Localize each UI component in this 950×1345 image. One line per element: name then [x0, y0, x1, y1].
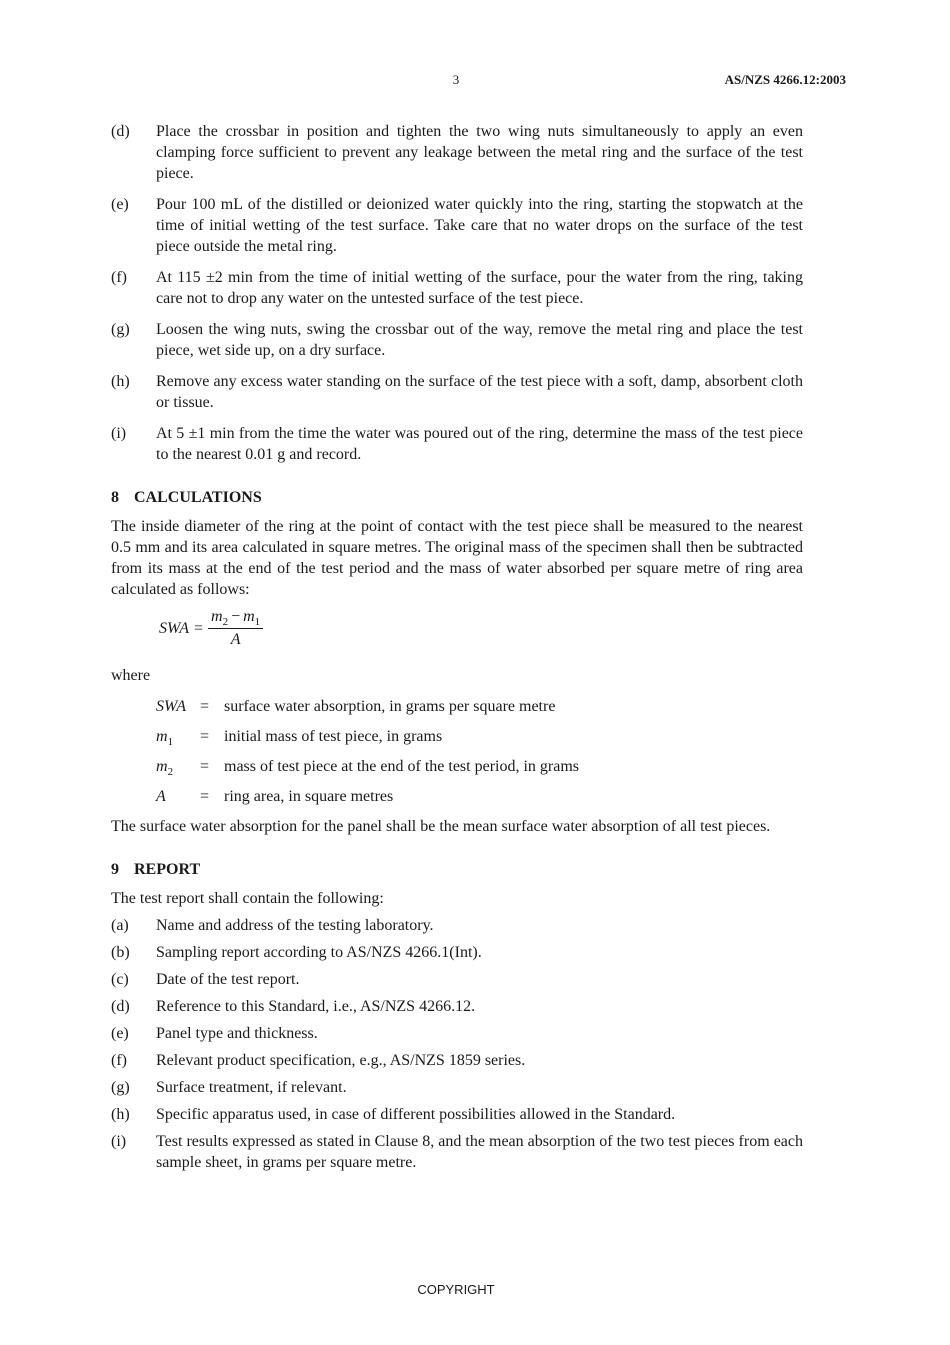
item-letter: (c)	[111, 971, 129, 988]
variable-definition	[156, 696, 803, 717]
variable-description: surface water absorption, in grams per square metre	[224, 698, 556, 715]
item-letter: (d)	[111, 998, 130, 1015]
numerator-mass: m	[211, 608, 223, 625]
report-item-h	[111, 1104, 803, 1125]
procedure-item-d	[111, 121, 803, 184]
symbol-subscript: 2	[167, 766, 174, 779]
report-intro: The test report shall contain the following:	[111, 890, 384, 907]
variable-definition	[156, 726, 803, 747]
document-code: AS/NZS 4266.12:2003	[724, 72, 846, 87]
calculations-intro: The inside diameter of the ring at the point of contact with the test piece shall be measured to the nearest 0.5 mm and its area calculated in square metres. The original mass of the specimen shall then be subtracted from its mass at the end of the test period and the mass of water absorbed per square metre of ring area calculated as follows:	[111, 518, 803, 598]
variable-description: ring area, in square metres	[224, 788, 394, 805]
where-label: where	[111, 667, 151, 684]
item-text: Place the crossbar in position and tighten the two wing nuts simultaneously to apply an even clamping force sufficient to prevent any leakage between the metal ring and the surface of the test piece.	[156, 123, 803, 182]
formula-numerator	[208, 608, 263, 629]
variable-definition	[156, 756, 803, 777]
item-text: Surface treatment, if relevant.	[156, 1079, 347, 1096]
calculations-heading	[111, 487, 803, 508]
report-item-d	[111, 996, 803, 1017]
item-letter: (g)	[111, 1079, 130, 1096]
variable-equals: =	[200, 758, 210, 775]
variable-description: initial mass of test piece, in grams	[224, 728, 443, 745]
report-item-g	[111, 1077, 803, 1098]
symbol-text: m	[156, 758, 168, 775]
item-text: Test results expressed as stated in Clause 8, and the mean absorption of the two test pieces from each sample sheet, in grams per square metre.	[156, 1133, 803, 1171]
formula-equals: =	[193, 620, 204, 637]
formula-lhs: SWA	[159, 620, 189, 637]
numerator-mass-subscript: 2	[222, 616, 229, 629]
numerator-mass: m	[243, 608, 255, 625]
report-item-i	[111, 1131, 803, 1173]
item-text: Pour 100 mL of the distilled or deionized water quickly into the ring, starting the stopwatch at the time of initial wetting of the test surface. Take care that no water drops on the surface of the test piece outside the metal ring.	[156, 196, 803, 255]
calculations-conclusion: The surface water absorption for the panel shall be the mean surface water absorption of all test pieces.	[111, 818, 771, 835]
item-letter: (g)	[111, 321, 130, 338]
section-title: REPORT	[134, 861, 201, 878]
variable-symbol	[156, 756, 200, 777]
item-text: Specific apparatus used, in case of different possibilities allowed in the Standard.	[156, 1106, 676, 1123]
item-letter: (f)	[111, 269, 127, 286]
item-letter: (i)	[111, 425, 127, 442]
section-number: 8	[111, 489, 119, 506]
swa-formula	[159, 608, 803, 649]
symbol-subscript: 1	[167, 736, 174, 749]
item-text: Date of the test report.	[156, 971, 300, 988]
procedure-item-h	[111, 371, 803, 413]
item-letter: (i)	[111, 1133, 127, 1150]
report-item-a	[111, 915, 803, 936]
item-letter: (h)	[111, 373, 130, 390]
formula-fraction	[208, 608, 263, 649]
item-text: Sampling report according to AS/NZS 4266.1(Int).	[156, 944, 482, 961]
report-item-f	[111, 1050, 803, 1071]
item-letter: (f)	[111, 1052, 127, 1069]
item-text: Remove any excess water standing on the surface of the test piece with a soft, damp, absorbent cloth or tissue.	[156, 373, 803, 411]
procedure-item-e	[111, 194, 803, 257]
variable-symbol	[156, 726, 200, 747]
report-item-c	[111, 969, 803, 990]
item-letter: (e)	[111, 1025, 129, 1042]
item-text: At 5 ±1 min from the time the water was poured out of the ring, determine the mass of the test piece to the nearest 0.01 g and record.	[156, 425, 803, 463]
procedure-item-i	[111, 423, 803, 465]
variable-equals: =	[200, 728, 210, 745]
symbol-text: m	[156, 728, 168, 745]
variable-equals: =	[200, 788, 210, 805]
item-text: Relevant product specification, e.g., AS/NZS 1859 series.	[156, 1052, 526, 1069]
item-letter: (a)	[111, 917, 129, 934]
item-text: Reference to this Standard, i.e., AS/NZS 4266.12.	[156, 998, 476, 1015]
item-text: Panel type and thickness.	[156, 1025, 318, 1042]
item-text: At 115 ±2 min from the time of initial wetting of the surface, pour the water from the ring, taking care not to drop any water on the untested surface of the test piece.	[156, 269, 803, 307]
variable-description: mass of test piece at the end of the test period, in grams	[224, 758, 580, 775]
section-number: 9	[111, 861, 119, 878]
page-content	[111, 121, 803, 1179]
variable-equals: =	[200, 698, 210, 715]
item-text: Loosen the wing nuts, swing the crossbar out of the way, remove the metal ring and place the test piece, wet side up, on a dry surface.	[156, 321, 803, 359]
report-item-e	[111, 1023, 803, 1044]
item-letter: (d)	[111, 123, 130, 140]
item-text: Name and address of the testing laboratory.	[156, 917, 434, 934]
variable-symbol	[156, 786, 200, 807]
item-letter: (h)	[111, 1106, 130, 1123]
procedure-item-f	[111, 267, 803, 309]
report-heading	[111, 859, 803, 880]
minus-sign: −	[231, 608, 241, 625]
symbol-text: SWA	[156, 698, 186, 715]
section-title: CALCULATIONS	[134, 489, 262, 506]
procedure-item-g	[111, 319, 803, 361]
copyright-footer: COPYRIGHT	[417, 1282, 495, 1297]
formula-denominator: A	[230, 631, 241, 648]
variable-symbol	[156, 696, 200, 717]
report-item-b	[111, 942, 803, 963]
item-letter: (b)	[111, 944, 130, 961]
variable-definition	[156, 786, 803, 807]
numerator-mass-subscript: 1	[254, 616, 261, 629]
item-letter: (e)	[111, 196, 129, 213]
page-number: 3	[452, 72, 460, 87]
symbol-text: A	[156, 788, 166, 805]
